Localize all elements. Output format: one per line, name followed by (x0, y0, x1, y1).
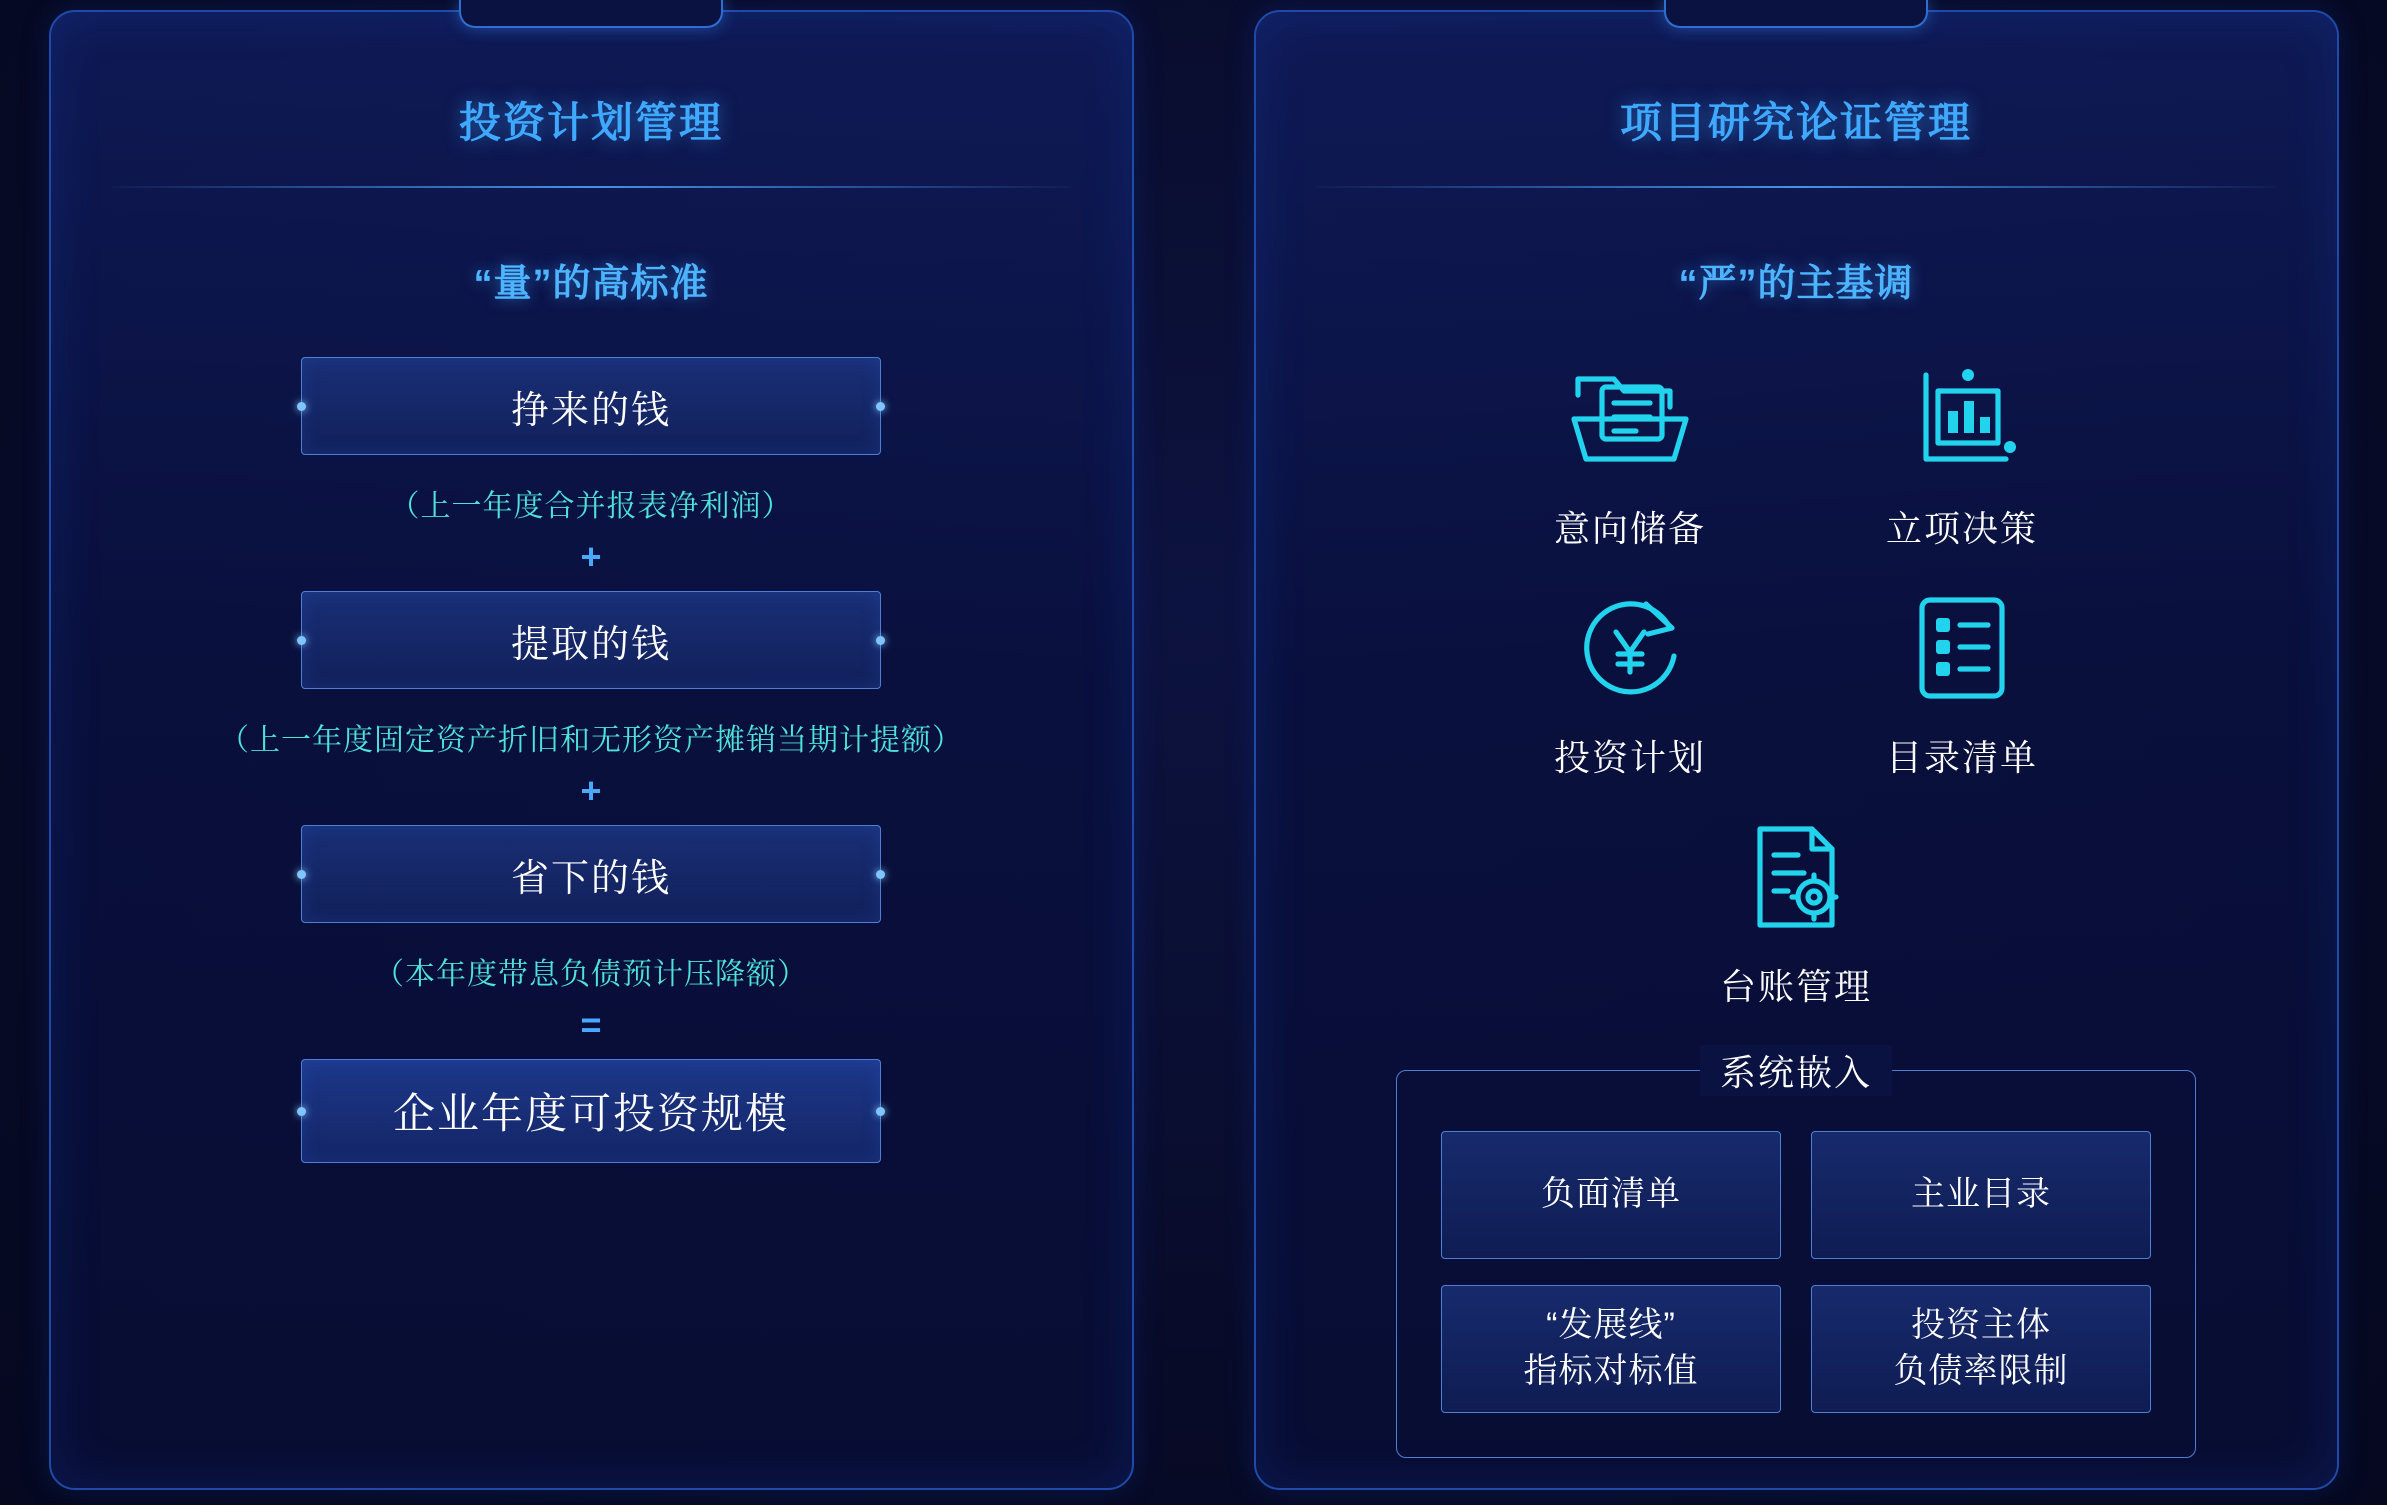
flow-note-saved-money: （本年度带息负债预计压降额） (374, 958, 808, 991)
module-intent-reserve[interactable] (1490, 359, 1770, 552)
investment-plan-panel (49, 10, 1134, 1490)
module-label: 立项决策 (1885, 508, 2038, 549)
module-label: 台账管理 (1719, 966, 1872, 1007)
flow-operator-equals: = (580, 1004, 602, 1045)
flow-box-saved-money (301, 825, 881, 923)
embed-item-main-business-catalog[interactable] (1811, 1131, 2151, 1259)
module-label: 投资计划 (1553, 737, 1706, 778)
connector-dot-right (876, 1107, 885, 1116)
embed-item-line1: 负面清单 (1541, 1175, 1681, 1214)
embed-item-line1: 主业目录 (1911, 1175, 2051, 1214)
system-embed-grid (1441, 1131, 2151, 1413)
connector-dot-left (297, 870, 306, 879)
module-label: 意向储备 (1553, 508, 1706, 549)
connector-dot-right (876, 402, 885, 411)
flow-box-withdrawn-money (301, 591, 881, 689)
module-label: 目录清单 (1885, 737, 2038, 778)
flow-box-label: 企业年度可投资规模 (392, 1090, 789, 1137)
connector-dot-right (876, 870, 885, 879)
embed-item-line2: 指标对标值 (1523, 1352, 1699, 1390)
bar-chart-icon (1898, 359, 2026, 479)
flow-operator-plus-2: + (580, 770, 602, 811)
embed-item-line1: 投资主体 (1911, 1306, 2051, 1345)
embed-item-development-line-benchmark[interactable] (1441, 1285, 1781, 1413)
document-gear-icon (1732, 817, 1860, 937)
project-research-panel (1254, 10, 2339, 1490)
embed-item-negative-list[interactable] (1441, 1131, 1781, 1259)
title-divider-left (111, 186, 1072, 188)
panel-title-right: 项目研究论证管理 (1619, 99, 1972, 146)
flow-note-earned-money: （上一年度合并报表净利润） (389, 490, 793, 523)
folder-document-icon (1566, 359, 1694, 479)
connector-dot-left (297, 636, 306, 645)
embed-item-investor-debt-ratio-limit[interactable] (1811, 1285, 2151, 1413)
module-investment-plan[interactable] (1490, 588, 1770, 781)
flow-box-label: 省下的钱 (510, 857, 671, 900)
connector-dot-left (297, 1107, 306, 1116)
module-project-decision[interactable] (1822, 359, 2102, 552)
panel-title-left: 投资计划管理 (458, 99, 723, 146)
module-catalog-list[interactable] (1822, 588, 2102, 781)
flow-operator-plus-1: + (580, 536, 602, 577)
investment-formula-flow (91, 357, 1092, 1163)
system-embed-legend: 系统嵌入 (1700, 1045, 1892, 1096)
flow-box-label: 挣来的钱 (510, 389, 671, 432)
panel-subtitle-right: “严”的主基调 (1678, 263, 1914, 305)
system-embed-group (1396, 1052, 2196, 1458)
flow-box-annual-investable-scale (301, 1059, 881, 1163)
panel-subtitle-left: “量”的高标准 (473, 263, 709, 305)
module-ledger-management[interactable] (1656, 817, 1936, 1010)
flow-box-earned-money (301, 357, 881, 455)
flow-box-label: 提取的钱 (510, 623, 671, 666)
yen-refresh-icon (1566, 588, 1694, 708)
title-divider-right (1316, 186, 2277, 188)
checklist-icon (1898, 588, 2026, 708)
flow-note-withdrawn-money: （上一年度固定资产折旧和无形资产摊销当期计提额） (219, 724, 963, 757)
connector-dot-right (876, 636, 885, 645)
embed-item-line1: “发展线” (1546, 1306, 1676, 1345)
connector-dot-left (297, 402, 306, 411)
embed-item-line2: 负债率限制 (1893, 1352, 2069, 1390)
module-icon-grid (1296, 359, 2297, 1010)
